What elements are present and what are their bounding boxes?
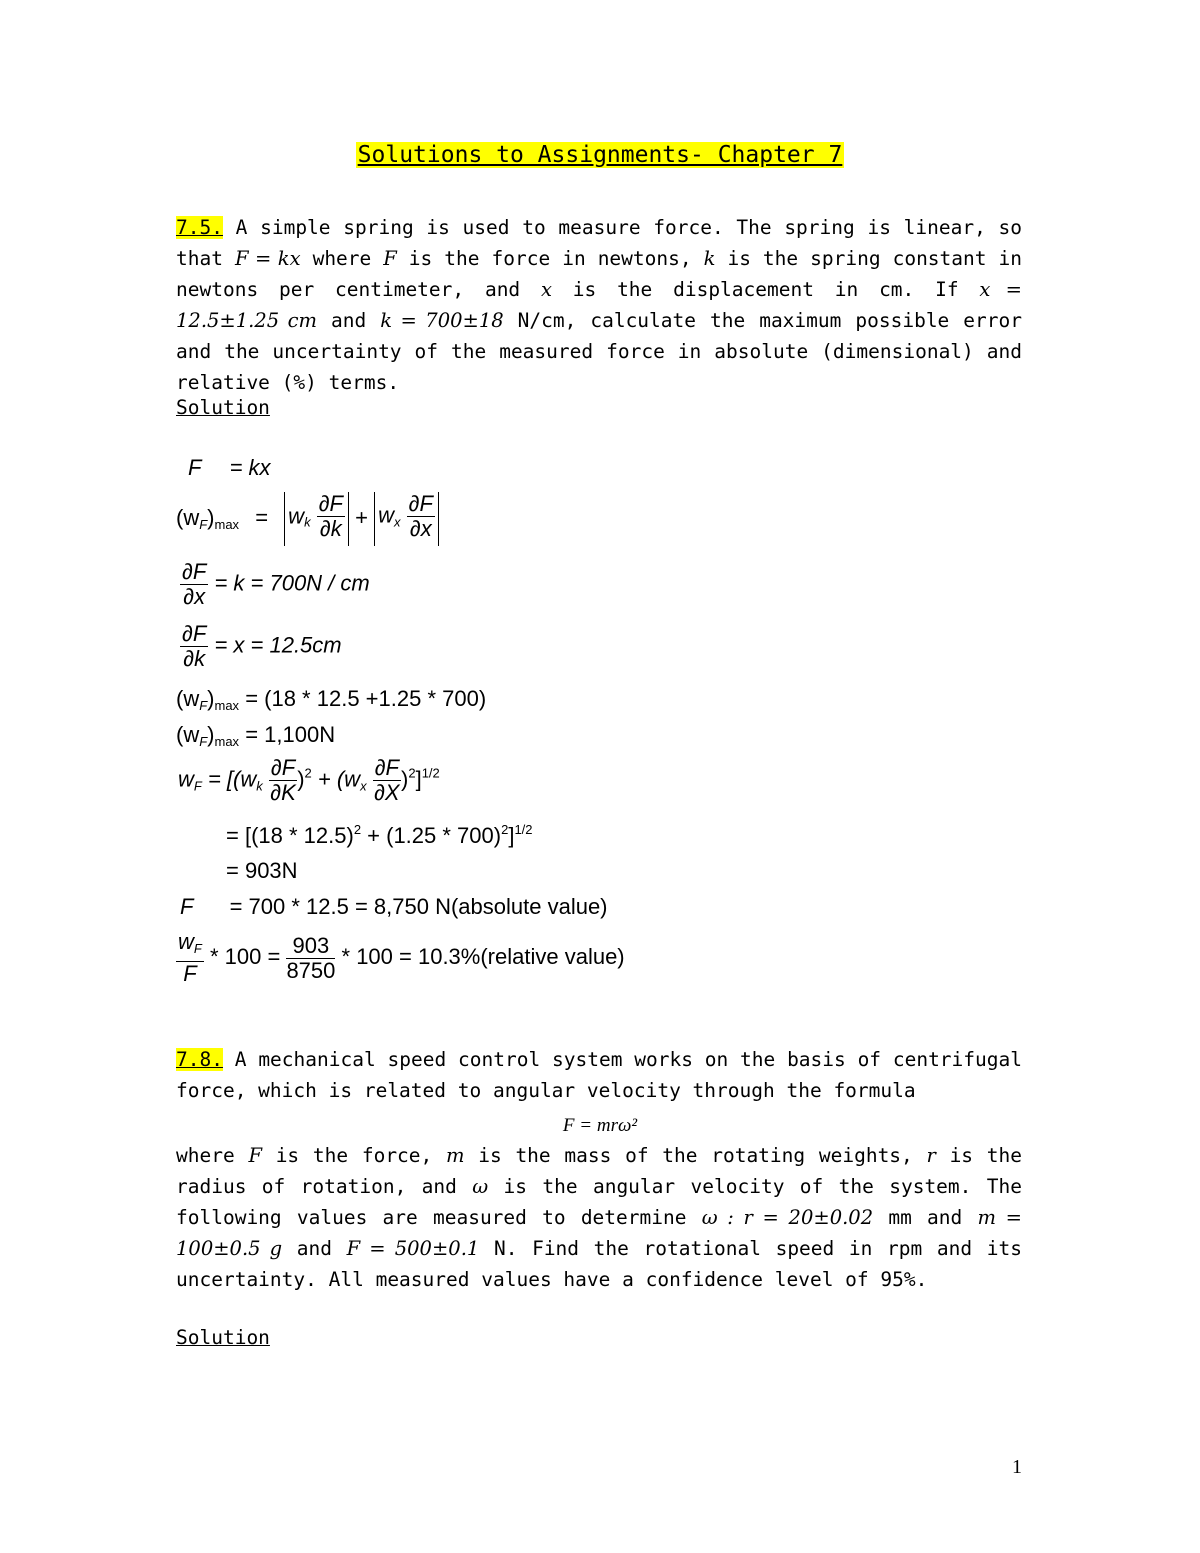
eq-text: 2 <box>304 765 312 781</box>
fraction <box>407 492 435 541</box>
text-run: N. Find the rotational speed in rpm and its uncertainty. All measured values have a confidence level of 95%. <box>176 1237 1022 1291</box>
problem-7-8-text <box>176 1140 1022 1295</box>
eq-text: F <box>180 894 194 919</box>
problem-number: 7.8. <box>176 1048 223 1071</box>
equation-line <box>176 686 486 713</box>
text-run: mm and <box>873 1206 978 1229</box>
eq-text: = (18 * 12.5 +1.25 * 700) <box>245 686 487 711</box>
eq-text: w <box>288 503 305 529</box>
eq-text: ∂K <box>270 780 296 805</box>
eq-text: (w <box>176 722 200 747</box>
equation-line <box>176 930 625 986</box>
eq-text: ∂F <box>182 559 207 584</box>
fraction <box>269 756 297 805</box>
eq-text: ∂F <box>408 491 433 516</box>
eq-text: k <box>304 514 311 530</box>
eq-text: ∂k <box>183 646 206 671</box>
fraction <box>180 560 208 609</box>
eq-text: * 100 = 10.3%(relative value) <box>341 943 625 969</box>
eq-text: ∂F <box>270 755 296 780</box>
eq-text: max <box>214 516 240 532</box>
inline-equation: x = 12.5±1.25 cm <box>176 278 1022 332</box>
text-run: is the radius of rotation, and <box>176 1144 1022 1198</box>
problem-7-8-intro <box>176 1044 1022 1106</box>
fraction <box>286 934 335 983</box>
eq-text: ∂x <box>183 584 206 609</box>
eq-text: x <box>360 778 367 794</box>
variable: F <box>248 1144 262 1167</box>
text-run: is the spring constant in newtons per centimeter, and <box>176 247 1022 301</box>
variable: r <box>926 1144 936 1167</box>
abs-term <box>374 492 439 546</box>
eq-text: ∂F <box>374 755 399 780</box>
eq-text: = kx <box>229 455 271 480</box>
eq-text: 1/2 <box>421 765 440 781</box>
text-run: is the mass of the rotating weights, <box>464 1144 927 1167</box>
text-run: where <box>176 1144 249 1167</box>
text-run: A mechanical speed control system works on the basis of centrifugal force, which is related to angular velocity through the formula <box>176 1048 1022 1102</box>
solution-heading-2: Solution <box>176 1326 270 1349</box>
eq-text: ] <box>415 766 422 792</box>
eq-text: = <box>255 504 269 530</box>
eq-text: ) <box>297 766 305 792</box>
eq-text: 1/2 <box>514 822 533 837</box>
equation-line <box>176 492 439 546</box>
text-run: and <box>282 1237 347 1260</box>
eq-text: ∂X <box>374 780 400 805</box>
eq-text: max <box>214 734 240 749</box>
problem-number: 7.5. <box>176 216 223 239</box>
eq-text: w <box>178 929 194 954</box>
eq-text: 903 <box>286 934 335 959</box>
eq-text: F <box>188 455 202 480</box>
eq-text: k <box>256 778 263 794</box>
eq-text: ∂x <box>409 516 432 541</box>
eq-text: ) <box>207 504 215 530</box>
equation-line <box>178 756 440 805</box>
fraction <box>180 622 208 671</box>
eq-text: ∂F <box>182 621 207 646</box>
page-title <box>0 142 1200 168</box>
eq-text: + (1.25 * 700) <box>361 823 502 848</box>
eq-text: ) <box>207 686 215 711</box>
eq-text: = [(18 * 12.5) <box>226 823 354 848</box>
variable: k <box>703 247 716 270</box>
equation-line <box>180 560 370 609</box>
eq-text: ) <box>401 766 409 792</box>
eq-text: (w <box>176 686 200 711</box>
eq-text: = 1,100N <box>245 722 336 747</box>
eq-text: (w <box>176 504 200 530</box>
equation-line <box>180 894 608 920</box>
problem-7-5-text <box>176 212 1022 398</box>
eq-text: ∂k <box>319 516 342 541</box>
eq-text: ) <box>207 722 215 747</box>
text-run: is the displacement in cm. If <box>551 278 980 301</box>
eq-text: F <box>183 961 197 986</box>
eq-text: x <box>394 514 401 530</box>
text-run: and <box>317 309 381 332</box>
text-run: A simple spring is used to measure force. The spring is linear, so that <box>176 216 1022 270</box>
variable: m <box>446 1144 465 1167</box>
eq-text: 2 <box>501 822 509 837</box>
eq-text: = [(w <box>207 766 257 792</box>
page-number: 1 <box>1012 1456 1022 1478</box>
text-run: N/cm, calculate the maximum possible error and the uncertainty of the measured force in absolute (dimensional) and relative (%) terms. <box>176 309 1022 394</box>
equation-line <box>226 822 533 849</box>
eq-text: F <box>199 516 208 532</box>
eq-text: F <box>193 778 202 794</box>
eq-text: 2 <box>353 822 362 837</box>
eq-text: 2 <box>408 765 416 781</box>
text-run: is the force in newtons, <box>396 247 704 270</box>
equation-line <box>188 455 271 481</box>
variable: F <box>383 247 397 270</box>
eq-text: + <box>355 504 368 530</box>
eq-text: = k = 700N / cm <box>214 570 370 596</box>
inline-equation: k = 700±18 <box>380 309 504 332</box>
eq-text: ] <box>508 823 515 848</box>
fraction <box>176 930 204 986</box>
eq-text: = 903N <box>226 858 298 883</box>
title-text: Solutions to Assignments- Chapter 7 <box>357 142 843 168</box>
eq-text: 8750 <box>286 957 336 983</box>
eq-text: w <box>378 502 394 528</box>
equation-line <box>176 722 335 749</box>
eq-text: + (w <box>311 766 361 792</box>
eq-text: ∂F <box>318 491 343 516</box>
text-run: where <box>300 247 384 270</box>
text-run: is the angular velocity of the system. The following values are measured to determine <box>176 1175 1022 1229</box>
eq-text: F <box>199 698 208 713</box>
equation-line <box>226 858 298 884</box>
centrifugal-formula: F = mrω² <box>562 1115 638 1136</box>
eq-text: max <box>214 698 240 713</box>
solution-heading: Solution <box>176 396 270 419</box>
eq-text: F <box>199 734 208 749</box>
fraction <box>373 756 401 805</box>
inline-equation: m = 100±0.5 g <box>176 1206 1023 1260</box>
eq-text: * 100 = <box>209 943 281 969</box>
eq-text: = 700 * 12.5 = 8,750 N(absolute value) <box>229 894 608 919</box>
variable: ω <box>472 1175 489 1198</box>
text-run: is the force, <box>261 1144 447 1167</box>
inline-equation: F = kx <box>234 247 301 270</box>
equation-line <box>180 622 342 671</box>
eq-text: F <box>193 941 202 956</box>
eq-text: = x = 12.5cm <box>214 632 342 658</box>
inline-equation: ω : r = 20±0.02 <box>701 1206 874 1229</box>
inline-equation: F = 500±0.1 <box>346 1237 480 1260</box>
fraction <box>317 492 345 541</box>
abs-term <box>284 492 349 546</box>
variable: x <box>540 278 552 301</box>
eq-text: w <box>178 766 194 792</box>
